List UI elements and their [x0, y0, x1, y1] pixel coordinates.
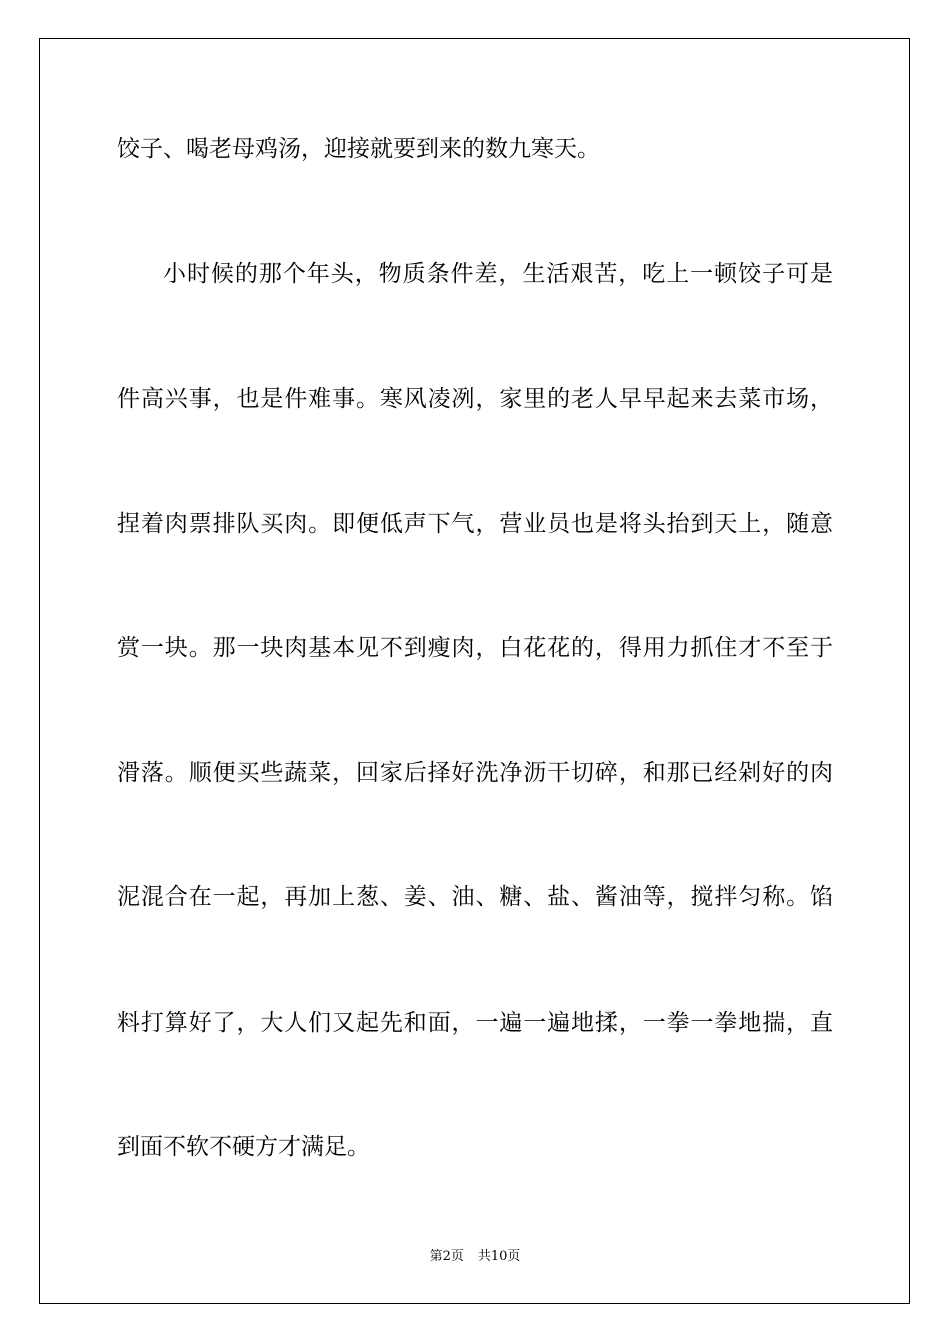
- page-total: 共10页: [477, 1249, 521, 1264]
- page-frame: [39, 38, 910, 1304]
- page-number: 第2页: [429, 1249, 464, 1264]
- text-line: 赏一块。那一块肉基本见不到瘦肉，白花花的，得用力抓住才不至于: [117, 635, 833, 661]
- text-line: 滑落。顺便买些蔬菜，回家后择好洗净沥干切碎，和那已经剁好的肉: [117, 760, 833, 786]
- page-footer: [0, 1248, 950, 1266]
- text-line: 料打算好了，大人们又起先和面，一遍一遍地揉，一拳一拳地揣，直: [117, 1010, 833, 1036]
- text-line: 到面不软不硬方才满足。: [117, 1134, 370, 1160]
- text-line: 件高兴事，也是件难事。寒风凌冽，家里的老人早早起来去菜市场，: [117, 386, 833, 412]
- paragraph-first-line: 小时候的那个年头，物质条件差，生活艰苦，吃上一顿饺子可是: [163, 261, 833, 287]
- text-line: 泥混合在一起，再加上葱、姜、油、糖、盐、酱油等，搅拌匀称。馅: [117, 884, 833, 910]
- text-line: 捏着肉票排队买肉。即便低声下气，营业员也是将头抬到天上，随意: [117, 511, 833, 537]
- text-line: 饺子、喝老母鸡汤，迎接就要到来的数九寒天。: [117, 136, 600, 162]
